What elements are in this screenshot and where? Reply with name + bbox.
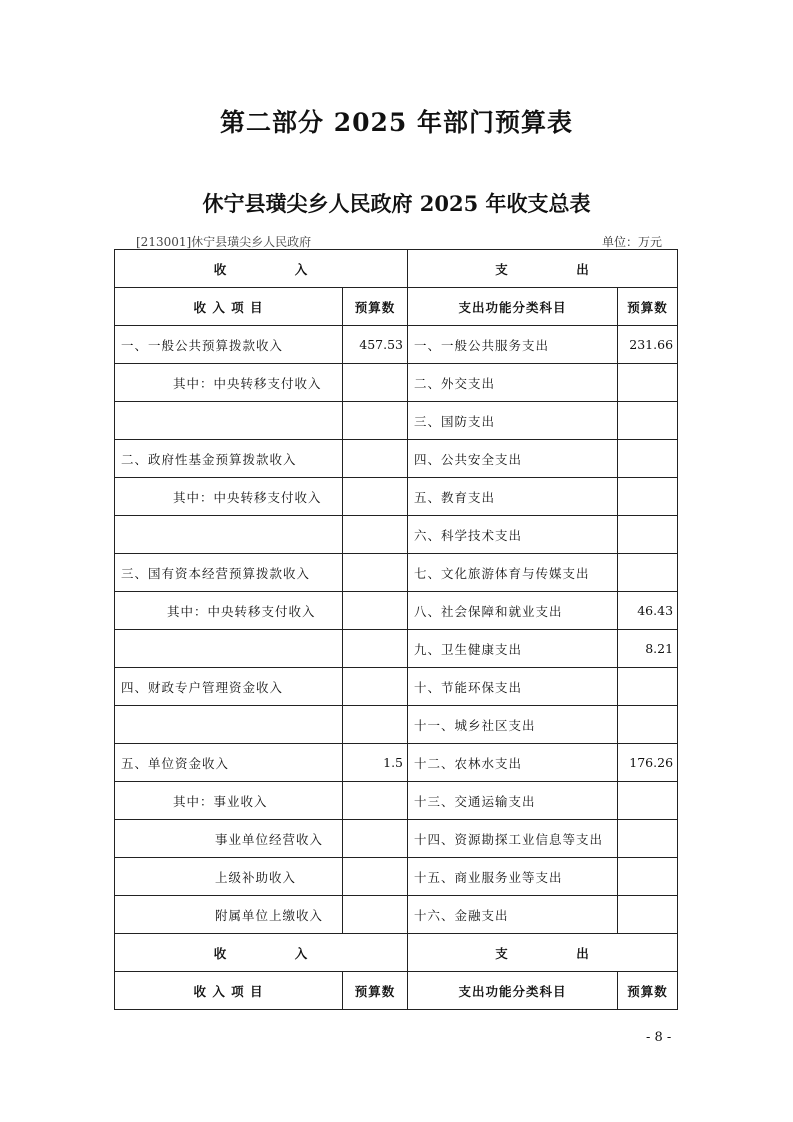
expense-amount [618, 820, 678, 858]
table-row [115, 820, 678, 858]
income-amount [343, 896, 408, 934]
income-amount [343, 364, 408, 402]
expense-item: 十一、城乡社区支出 [408, 706, 618, 744]
table-row [115, 668, 678, 706]
table-row [115, 554, 678, 592]
table-row [115, 782, 678, 820]
table-row [115, 630, 678, 668]
income-item: 一、一般公共预算拨款收入 [115, 326, 343, 364]
table-row [115, 592, 678, 630]
expense-item: 十二、农林水支出 [408, 744, 618, 782]
page-number: - 8 - [646, 1030, 672, 1045]
income-item: 其中：中央转移支付收入 [115, 364, 343, 402]
income-item [115, 630, 343, 668]
expense-amount [618, 440, 678, 478]
income-item: 事业单位经营收入 [115, 820, 343, 858]
income-item: 附属单位上缴收入 [115, 896, 343, 934]
income-amount [343, 858, 408, 896]
income-amount [343, 782, 408, 820]
expense-amount [618, 858, 678, 896]
group-income-header: 收 入 [115, 250, 408, 288]
expense-item: 十六、金融支出 [408, 896, 618, 934]
group-header-row [115, 250, 678, 288]
col-income-item-header: 收 入 项 目 [115, 288, 343, 326]
table-row [115, 402, 678, 440]
group-header-row [115, 934, 678, 972]
table-row [115, 326, 678, 364]
col-budget-header: 预算数 [343, 972, 408, 1010]
income-amount [343, 668, 408, 706]
expense-item: 三、国防支出 [408, 402, 618, 440]
expense-amount [618, 554, 678, 592]
income-amount [343, 820, 408, 858]
income-item: 四、财政专户管理资金收入 [115, 668, 343, 706]
income-amount [343, 554, 408, 592]
income-item [115, 706, 343, 744]
income-amount [343, 706, 408, 744]
group-expense-header: 支 出 [408, 250, 678, 288]
table-row [115, 440, 678, 478]
expense-amount [618, 668, 678, 706]
table-row [115, 744, 678, 782]
table-row [115, 858, 678, 896]
table-row [115, 706, 678, 744]
col-budget2-header: 预算数 [618, 972, 678, 1010]
expense-item: 二、外交支出 [408, 364, 618, 402]
expense-item: 十五、商业服务业等支出 [408, 858, 618, 896]
organization-code: [213001]休宁县璜尖乡人民政府 [136, 235, 312, 249]
income-item: 上级补助收入 [115, 858, 343, 896]
expense-amount: 231.66 [618, 326, 678, 364]
expense-item: 五、教育支出 [408, 478, 618, 516]
income-item: 三、国有资本经营预算拨款收入 [115, 554, 343, 592]
table-row [115, 896, 678, 934]
income-amount [343, 592, 408, 630]
expense-amount [618, 896, 678, 934]
expense-item: 九、卫生健康支出 [408, 630, 618, 668]
expense-item: 十三、交通运输支出 [408, 782, 618, 820]
expense-item: 八、社会保障和就业支出 [408, 592, 618, 630]
income-item: 其中：事业收入 [115, 782, 343, 820]
income-amount [343, 516, 408, 554]
column-header-row [115, 288, 678, 326]
column-header-row [115, 972, 678, 1010]
expense-amount [618, 516, 678, 554]
income-item [115, 516, 343, 554]
income-amount [343, 478, 408, 516]
income-amount [343, 402, 408, 440]
income-item: 其中：中央转移支付收入 [115, 592, 343, 630]
table-row [115, 364, 678, 402]
expense-item: 十、节能环保支出 [408, 668, 618, 706]
income-amount: 1.5 [343, 744, 408, 782]
expense-amount [618, 782, 678, 820]
expense-amount: 46.43 [618, 592, 678, 630]
income-amount: 457.53 [343, 326, 408, 364]
expense-item: 四、公共安全支出 [408, 440, 618, 478]
expense-item: 一、一般公共服务支出 [408, 326, 618, 364]
col-income-item-header: 收 入 项 目 [115, 972, 343, 1010]
income-item: 其中：中央转移支付收入 [115, 478, 343, 516]
expense-amount: 8.21 [618, 630, 678, 668]
col-expense-item-header: 支出功能分类科目 [408, 972, 618, 1010]
expense-item: 七、文化旅游体育与传媒支出 [408, 554, 618, 592]
income-item: 五、单位资金收入 [115, 744, 343, 782]
table-row [115, 516, 678, 554]
income-amount [343, 440, 408, 478]
expense-amount [618, 478, 678, 516]
col-budget-header: 预算数 [343, 288, 408, 326]
group-income-header: 收 入 [115, 934, 408, 972]
group-expense-header: 支 出 [408, 934, 678, 972]
expense-amount [618, 402, 678, 440]
expense-amount [618, 364, 678, 402]
page-title: 第二部分 2025 年部门预算表 [220, 108, 573, 137]
expense-amount [618, 706, 678, 744]
income-item: 二、政府性基金预算拨款收入 [115, 440, 343, 478]
col-budget2-header: 预算数 [618, 288, 678, 326]
expense-item: 十四、资源勘探工业信息等支出 [408, 820, 618, 858]
income-amount [343, 630, 408, 668]
table-title: 休宁县璜尖乡人民政府 2025 年收支总表 [202, 191, 591, 216]
expense-amount: 176.26 [618, 744, 678, 782]
col-expense-item-header: 支出功能分类科目 [408, 288, 618, 326]
expense-item: 六、科学技术支出 [408, 516, 618, 554]
table-row [115, 478, 678, 516]
income-item [115, 402, 343, 440]
unit-label: 单位：万元 [602, 235, 663, 249]
budget-summary-table [114, 249, 678, 1010]
